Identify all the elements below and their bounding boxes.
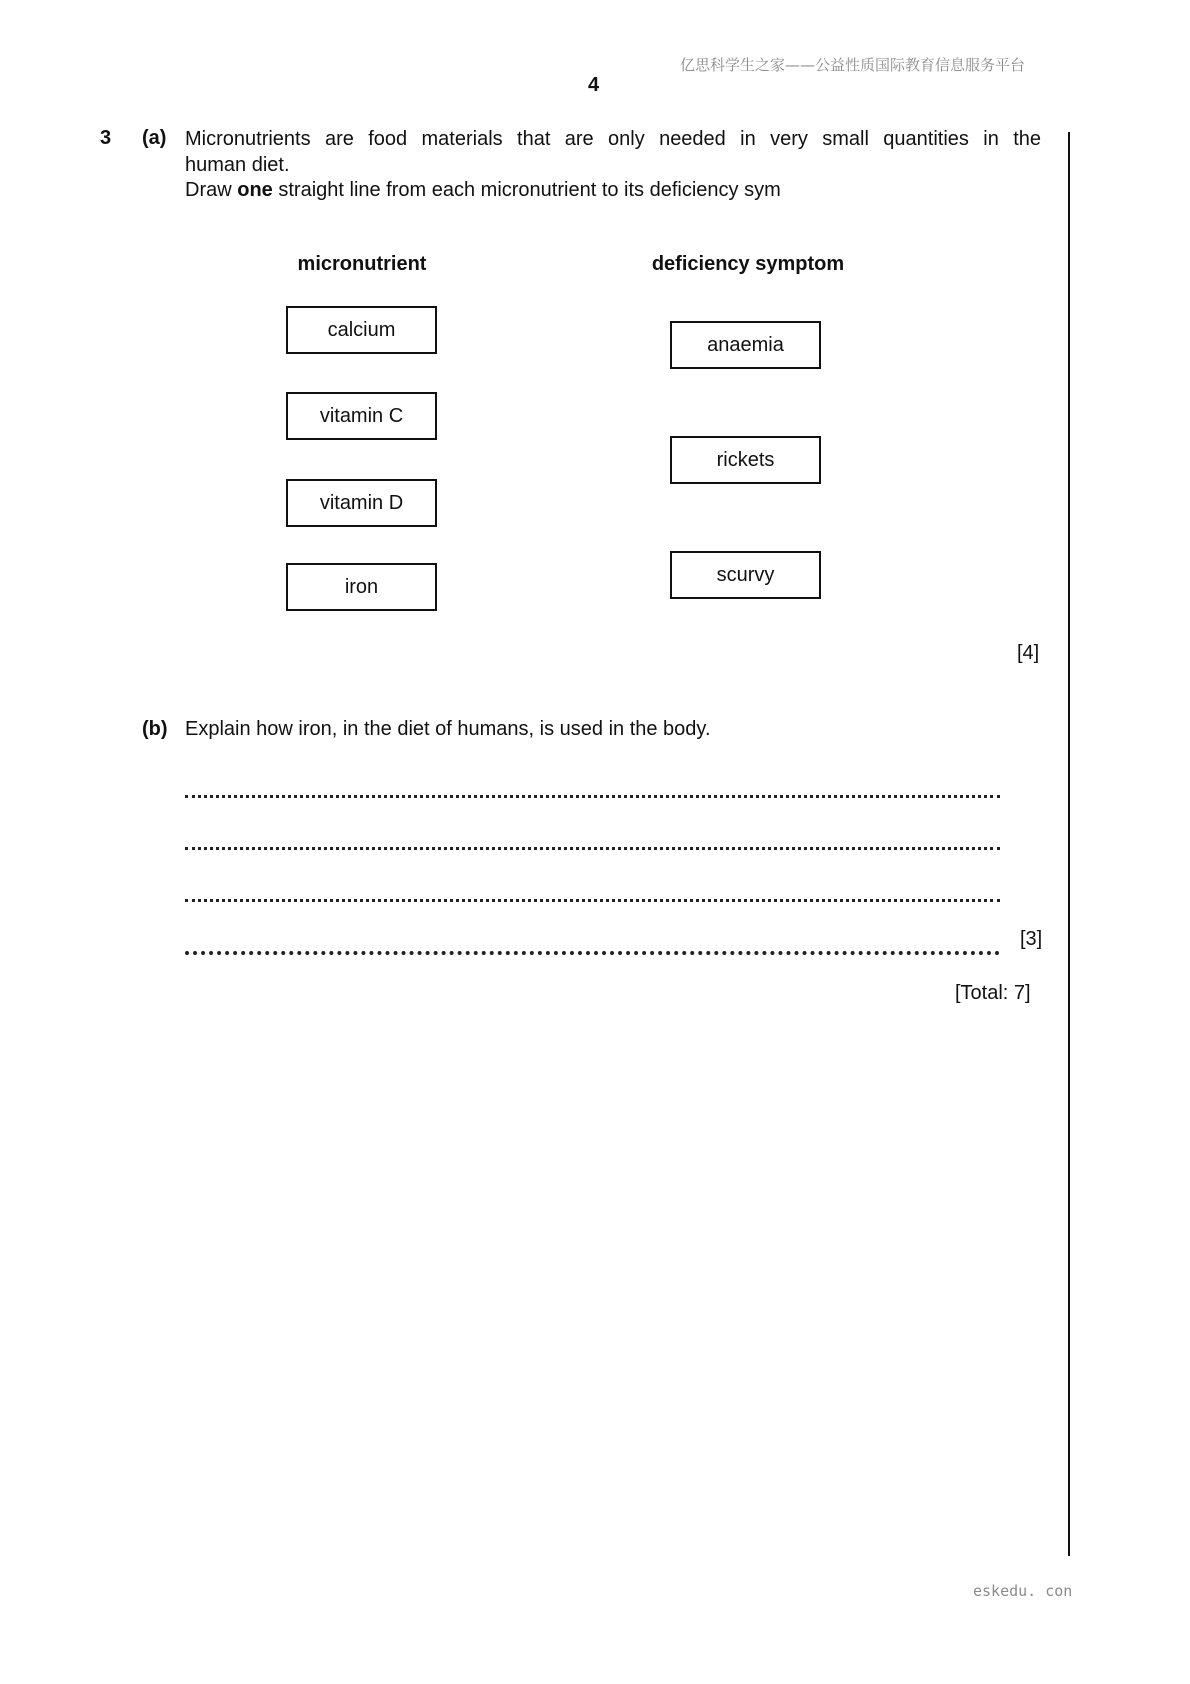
part-a-label: (a) <box>142 127 167 149</box>
micronutrient-box-calcium[interactable]: calcium <box>286 306 437 354</box>
answer-line-1[interactable] <box>185 795 1000 798</box>
micronutrient-box-vitamin-d[interactable]: vitamin D <box>286 479 437 527</box>
part-a-intro-line1: Micronutrients are food materials that are only needed in very small quantities in the <box>185 128 1041 150</box>
deficiency-symptom-heading: deficiency symptom <box>651 253 845 275</box>
part-b-marks: [3] <box>1020 928 1043 950</box>
part-b-label: (b) <box>142 718 168 740</box>
instruction-pre: Draw <box>185 179 238 201</box>
micronutrient-box-iron[interactable]: iron <box>286 563 437 611</box>
symptom-box-anaemia[interactable]: anaemia <box>670 321 821 369</box>
part-a-marks: [4] <box>1017 642 1040 664</box>
symptom-box-rickets[interactable]: rickets <box>670 436 821 484</box>
question-number: 3 <box>100 127 112 149</box>
micronutrient-heading: micronutrient <box>297 253 427 275</box>
footer-watermark: eskedu. con <box>973 1582 1073 1600</box>
page-number: 4 <box>588 74 600 96</box>
instruction-bold: one <box>237 179 273 201</box>
symptom-box-scurvy[interactable]: scurvy <box>670 551 821 599</box>
part-b-prompt: Explain how iron, in the diet of humans, is used in the body. <box>185 718 711 740</box>
answer-line-4[interactable] <box>185 951 1000 955</box>
instruction-post: straight line from each micronutrient to its deficiency sym <box>272 179 781 201</box>
part-a-intro-line2: human diet. <box>185 154 290 176</box>
total-marks: [Total: 7] <box>955 982 1031 1004</box>
answer-line-2[interactable] <box>185 847 1000 850</box>
micronutrient-box-vitamin-c[interactable]: vitamin C <box>286 392 437 440</box>
margin-rule <box>1068 132 1070 1556</box>
part-a-instruction <box>185 177 781 203</box>
answer-line-3[interactable] <box>185 899 1000 902</box>
header-watermark: 亿思科学生之家——公益性质国际教育信息服务平台 <box>680 56 1026 74</box>
